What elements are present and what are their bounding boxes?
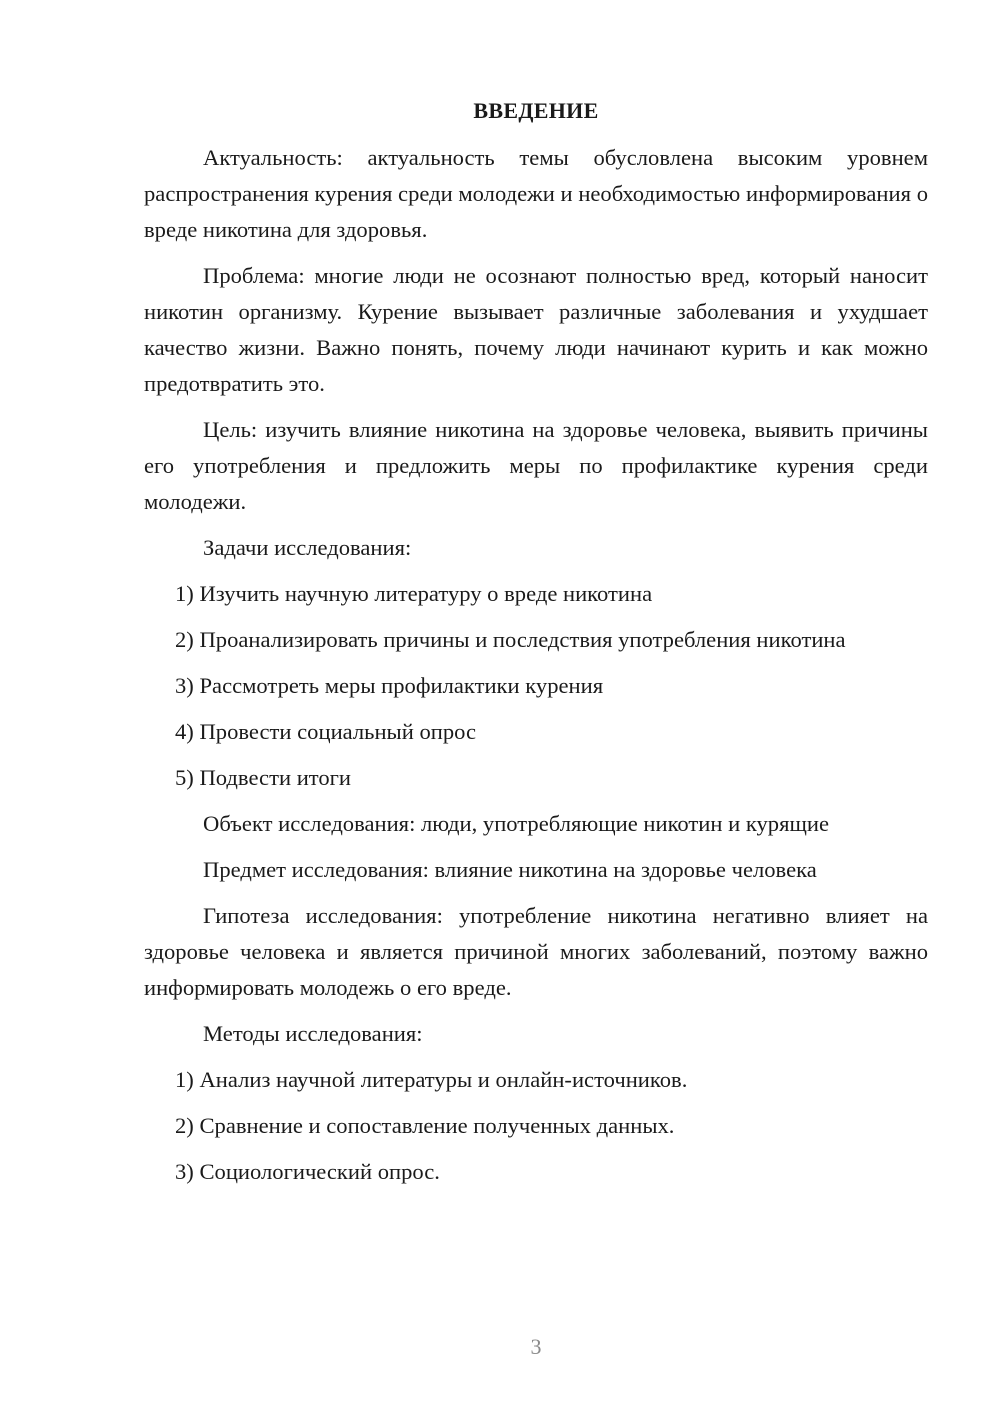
tasks-heading: Задачи исследования: [203,535,412,560]
list-item: 2) Проанализировать причины и последствия употребления никотина [175,627,846,652]
research-subject: Предмет исследования: влияние никотина на здоровье человека [203,857,817,882]
methods-heading: Методы исследования: [203,1021,423,1046]
list-item: 1) Анализ научной литературы и онлайн-источников. [175,1067,688,1092]
methods-list [144,1062,928,1190]
page-number: 3 [530,1334,542,1359]
hypothesis-paragraph: Гипотеза исследования: употребление никотина негативно влияет на здоровье человека и является причиной многих заболеваний, поэтому важно информировать молодежь о его вреде. [144,903,928,1000]
page-title: ВВЕДЕНИЕ [473,98,599,123]
goal-paragraph: Цель: изучить влияние никотина на здоровье человека, выявить причины его употребления и предложить меры по профилактике курения среди молодежи. [144,417,928,514]
relevance-paragraph: Актуальность: актуальность темы обусловлена высоким уровнем распространения курения среди молодежи и необходимостью информирования о вреде никотина для здоровья. [144,145,928,242]
list-item: 3) Социологический опрос. [175,1159,440,1184]
tasks-list [144,576,928,796]
list-item: 3) Рассмотреть меры профилактики курения [175,673,604,698]
list-item: 1) Изучить научную литературу о вреде никотина [175,581,653,606]
research-object: Объект исследования: люди, употребляющие никотин и курящие [203,811,830,836]
problem-paragraph: Проблема: многие люди не осознают полностью вред, который наносит никотин организму. Курение вызывает различные заболевания и ухудшает качество жизни. Важно понять, почему люди начинают курить и как можно предотвратить это. [144,263,928,396]
list-item: 5) Подвести итоги [175,765,352,790]
list-item: 4) Провести социальный опрос [175,719,477,744]
document-body [144,140,928,1200]
list-item: 2) Сравнение и сопоставление полученных данных. [175,1113,675,1138]
